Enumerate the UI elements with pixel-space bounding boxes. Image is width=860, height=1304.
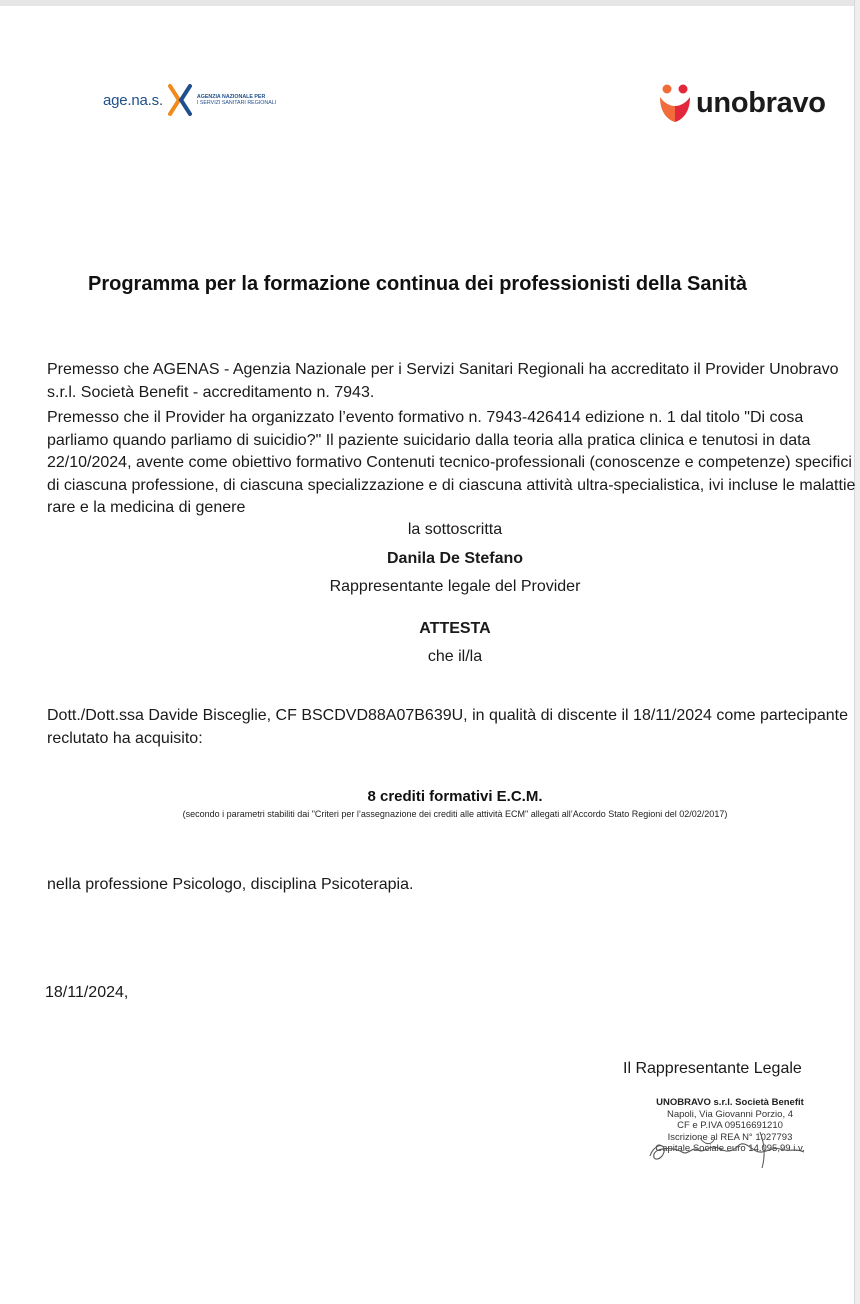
participant-paragraph: Dott./Dott.ssa Davide Bisceglie, CF BSCDVD88A07B639U, in qualità di discente il 18/11/2024 come partecipante reclutato ha acquisito:: [47, 707, 849, 747]
stamp-address: Napoli, Via Giovanni Porzio, 4: [666, 1108, 794, 1120]
agenas-x-icon: [167, 84, 193, 116]
credits-heading: 8 crediti formativi E.C.M.: [367, 788, 543, 805]
agenas-wordmark: age.na.s.: [103, 91, 163, 109]
che-il-la-text: che il/la: [427, 648, 483, 665]
signer-name: Danila De Stefano: [386, 550, 524, 567]
unobravo-heart-icon: [658, 83, 692, 123]
agenas-tagline: [197, 94, 276, 106]
stamp-company: UNOBRAVO s.r.l. Società Benefit: [656, 1097, 804, 1108]
unobravo-wordmark: unobravo: [696, 86, 826, 119]
attesta-heading: ATTESTA: [419, 620, 491, 637]
stamp-vat: CF e P.IVA 09516691210: [677, 1120, 783, 1131]
document-title: Programma per la formazione continua dei professionisti della Sanità: [88, 273, 748, 295]
stamp-rea: Iscrizione al REA N° 1027793: [667, 1131, 793, 1143]
handwritten-signature: [640, 1118, 820, 1173]
stamp-capital: Capitale Sociale euro 14.095,99 i.v.: [655, 1143, 805, 1154]
profession-text: nella professione Psicologo, disciplina Psicoterapia.: [47, 876, 414, 893]
signer-role: Rappresentante legale del Provider: [329, 578, 581, 595]
agenas-logo: [103, 82, 276, 118]
top-edge: [0, 0, 860, 6]
la-sottoscritta-text: la sottoscritta: [407, 521, 503, 538]
document-date: 18/11/2024,: [45, 984, 129, 1001]
agenas-tagline-line2: I SERVIZI SANITARI REGIONALI: [196, 100, 277, 106]
agenas-tagline-line1: AGENZIA NAZIONALE PER: [196, 94, 266, 100]
paragraph-event: Premesso che il Provider ha organizzato l’evento formativo n. 7943-426414 edizione n. 1 dal titolo "Di cosa parliamo quando parliamo di suicidio?" Il paziente suicidario dalla teoria alla pratica clinica e tenutosi in data 22/10/2024, avente come obiettivo formativo Contenuti tecnico-professionali (conoscenze e competenze) specifici di ciascuna professione, di ciascuna specializzazione e di ciascuna attività ultra-specialistica, ivi incluse le malattie rare e la medicina di genere: [47, 409, 856, 516]
paragraph-accreditation: Premesso che AGENAS - Agenzia Nazionale per i Servizi Sanitari Regionali ha accreditato il Provider Unobravo s.r.l. Società Benefit - accreditamento n. 7943.: [47, 361, 839, 401]
legal-rep-label: Il Rappresentante Legale: [623, 1060, 802, 1077]
credits-note: (secondo i parametri stabiliti dai "Criteri per l’assegnazione dei crediti alle attività ECM" allegati all’Accordo Stato Regioni del 02/02/2017): [182, 809, 728, 819]
unobravo-logo: [658, 83, 826, 123]
